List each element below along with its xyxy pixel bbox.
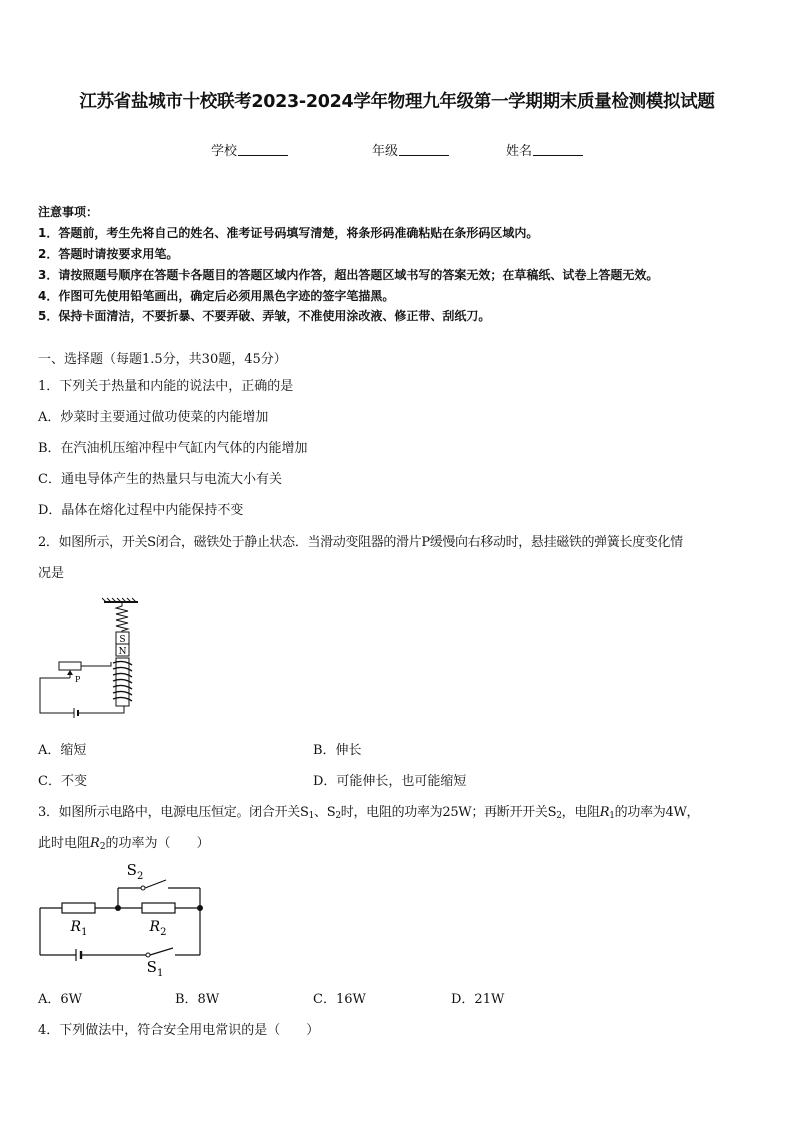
school-field	[211, 140, 288, 159]
grade-label: 年级	[372, 144, 399, 159]
notice-item: 4．作图可先使用铅笔画出，确定后必须用黑色字迹的签字笔描黑。	[38, 289, 395, 303]
notice-item: 5．保持卡面清洁，不要折暴、不要弄破、弄皱，不准使用涂改液、修正带、刮纸刀。	[38, 309, 491, 323]
q4-stem: 4．下列做法中，符合安全用电常识的是（ ）	[38, 1023, 320, 1038]
s2-sub: 2	[136, 871, 144, 882]
name-blank[interactable]	[533, 143, 583, 156]
svg-text:R2	[149, 919, 167, 938]
grade-field	[372, 140, 449, 159]
s2-label: S	[126, 861, 137, 879]
q1-option-c[interactable]: C．通电导体产生的热量只与电流大小有关	[38, 472, 282, 487]
q3-circuit-figure	[36, 858, 206, 978]
q2-stem-line1: 2．如图所示，开关S闭合，磁铁处于静止状态．当滑动变阻器的滑片P缓慢向右移动时，悬挂磁铁的弹簧长度变化情	[38, 535, 683, 550]
q1-stem: 1．下列关于热量和内能的说法中，正确的是	[38, 379, 294, 394]
magnet-n-label: N	[118, 647, 127, 657]
q1-option-a[interactable]: A．炒菜时主要通过做功使菜的内能增加	[38, 410, 269, 425]
name-field	[506, 140, 583, 159]
notice-item: 3．请按照题号顺序在答题卡各题目的答题区域内作答，超出答题区域书写的答案无效；在草稿纸、试卷上答题无效。	[38, 268, 659, 282]
page-title: 江苏省盐城市十校联考2023-2024学年物理九年级第一学期期末质量检测模拟试题	[79, 92, 715, 112]
q2-figure	[38, 596, 148, 722]
svg-text:S1	[147, 958, 164, 978]
school-blank[interactable]	[238, 143, 288, 156]
svg-text:R1	[70, 919, 88, 938]
q3-option-d[interactable]: D．21W	[451, 992, 505, 1007]
q2-option-a[interactable]: A．缩短	[38, 743, 87, 758]
svg-text:S2	[127, 861, 144, 882]
section-heading: 一、选择题（每题1.5分，共30题，45分）	[38, 352, 287, 367]
notice-item: 1．答题前，考生先将自己的姓名、准考证号码填写清楚，将条形码准确粘贴在条形码区域内。	[38, 226, 539, 240]
q2-option-b[interactable]: B．伸长	[313, 743, 362, 758]
s1-sub: 1	[156, 968, 164, 978]
q3-stem-line1: 3．如图所示电路中，电源电压恒定。闭合开关$S_1$、$S_2$时，电阻的功率为25W；再断开开关$S_2$，电阻$R_1$的功率为4W，	[38, 805, 700, 821]
name-label: 姓名	[506, 144, 533, 159]
r2-sub: 2	[160, 927, 167, 938]
notice-heading: 注意事项：	[38, 205, 99, 219]
q3-option-b[interactable]: B．8W	[175, 992, 220, 1007]
r1-sub: 1	[81, 927, 88, 938]
slider-p-label: P	[75, 675, 81, 684]
q1-option-d[interactable]: D．晶体在熔化过程中内能保持不变	[38, 503, 244, 518]
r1-label: R	[70, 919, 82, 935]
r2-label: R	[149, 919, 161, 935]
q3-option-c[interactable]: C．16W	[313, 992, 366, 1007]
q3-stem-line2: 此时电阻$R_2$的功率为（ ）	[38, 836, 210, 852]
q1-option-b[interactable]: B．在汽油机压缩冲程中气缸内气体的内能增加	[38, 441, 308, 456]
school-label: 学校	[211, 144, 238, 159]
notice-item: 2．答题时请按要求用笔。	[38, 247, 179, 261]
q3-option-a[interactable]: A．6W	[38, 992, 83, 1007]
q2-option-c[interactable]: C．不变	[38, 774, 87, 789]
q2-stem-line2: 况是	[38, 566, 65, 581]
grade-blank[interactable]	[399, 143, 449, 156]
magnet-s-label: S	[119, 635, 126, 645]
s1-label: S	[146, 958, 157, 976]
q2-option-d[interactable]: D．可能伸长，也可能缩短	[313, 774, 467, 789]
